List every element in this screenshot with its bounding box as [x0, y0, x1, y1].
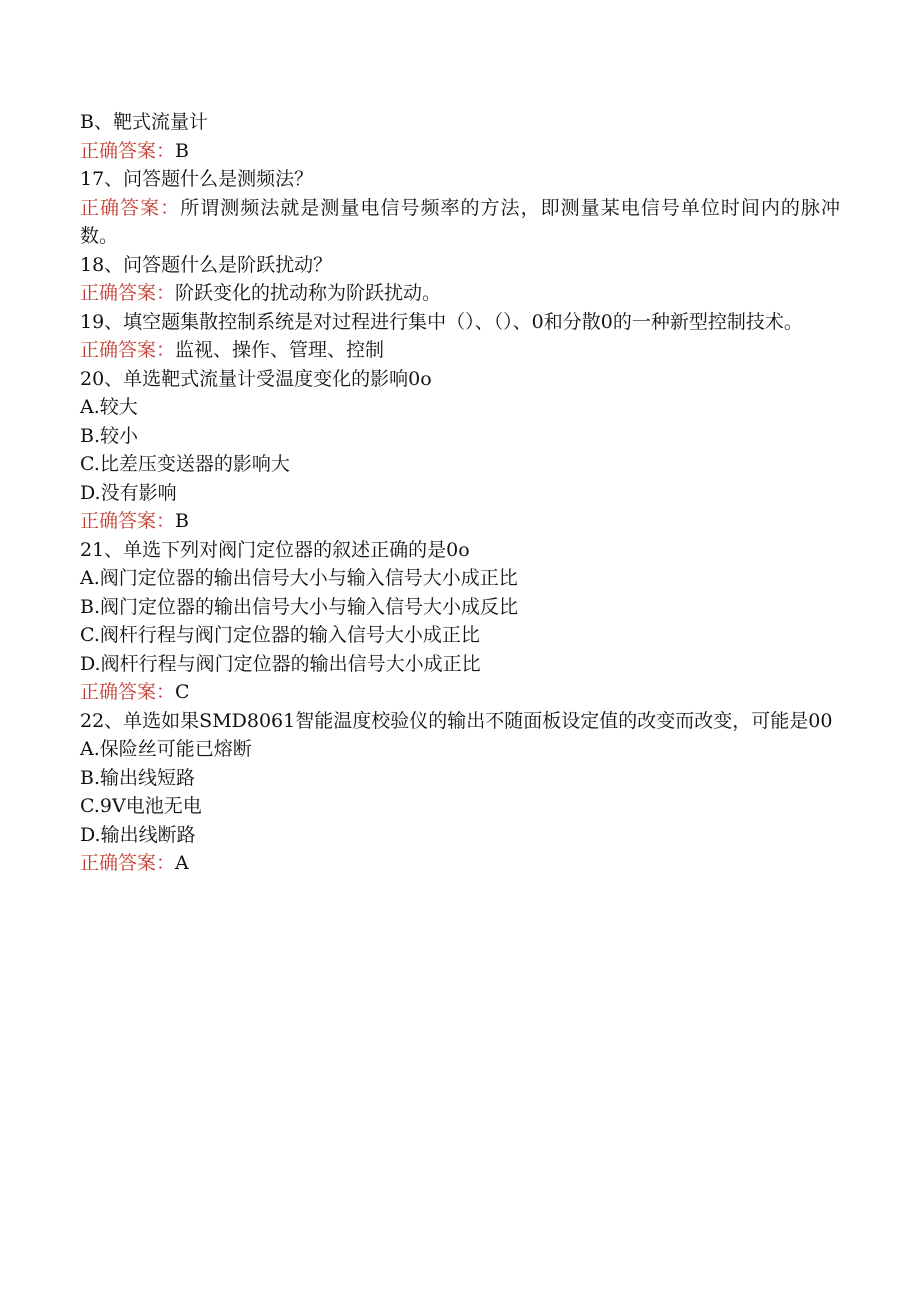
answer-label: 正确答案： — [80, 339, 176, 361]
answer-label: 正确答案： — [80, 681, 176, 703]
question-18: 18、问答题什么是阶跃扰动？ — [80, 253, 333, 276]
option-d: D.阀杆行程与阀门定位器的输出信号大小成正比 — [80, 652, 481, 675]
option-b: B.阀门定位器的输出信号大小与输入信号大小成反比 — [80, 595, 519, 618]
answer-line — [80, 507, 840, 536]
answer-line — [80, 849, 840, 878]
option-c: C.阀杆行程与阀门定位器的输入信号大小成正比 — [80, 624, 480, 646]
answer-line — [80, 137, 840, 166]
question-17: 17、问答题什么是测频法？ — [80, 168, 314, 190]
option-b: B.较小 — [80, 424, 139, 447]
answer-value: 所谓测频法就是测量电信号频率的方法，即测量某电信号单位时间内的脉冲数。 — [80, 196, 840, 247]
option-d: D.没有影响 — [80, 481, 177, 504]
answer-line — [80, 678, 840, 707]
answer-label: 正确答案： — [80, 510, 176, 532]
option-c: C.比差压变送器的影响大 — [80, 453, 290, 475]
option-a: A.保险丝可能已熔断 — [80, 738, 252, 760]
question-21: 21、单选下列对阀门定位器的叙述正确的是0o — [80, 538, 470, 561]
option-text: B、靶式流量计 — [80, 111, 208, 133]
answer-label: 正确答案： — [80, 139, 176, 162]
document-page — [80, 108, 840, 878]
answer-value: C — [175, 681, 190, 703]
option-c: C.9V电池无电 — [80, 795, 202, 817]
question-22: 22、单选如果SMD8061智能温度校验仪的输出不随面板设定值的改变而改变，可能是00 — [80, 709, 833, 732]
answer-value: 阶跃变化的扰动称为阶跃扰动。 — [175, 282, 442, 304]
option-a: A.较大 — [80, 396, 138, 418]
answer-label: 正确答案： — [80, 852, 176, 874]
option-a: A.阀门定位器的输出信号大小与输入信号大小成正比 — [80, 567, 518, 589]
answer-value: B — [175, 510, 189, 532]
question-20: 20、单选靶式流量计受温度变化的影响0o — [80, 367, 432, 390]
option-b: B.输出线短路 — [80, 766, 196, 789]
answer-value: A — [175, 852, 189, 874]
option-d: D.输出线断路 — [80, 823, 196, 846]
answer-line — [80, 279, 840, 308]
question-19: 19、填空题集散控制系统是对过程进行集中（）、（）、0和分散0的一种新型控制技术。 — [80, 310, 803, 333]
answer-line — [80, 194, 840, 251]
answer-label: 正确答案： — [80, 196, 181, 219]
answer-value: 监视、操作、管理、控制 — [175, 339, 385, 361]
answer-line — [80, 336, 840, 365]
answer-label: 正确答案： — [80, 282, 176, 304]
answer-value: B — [175, 139, 189, 162]
